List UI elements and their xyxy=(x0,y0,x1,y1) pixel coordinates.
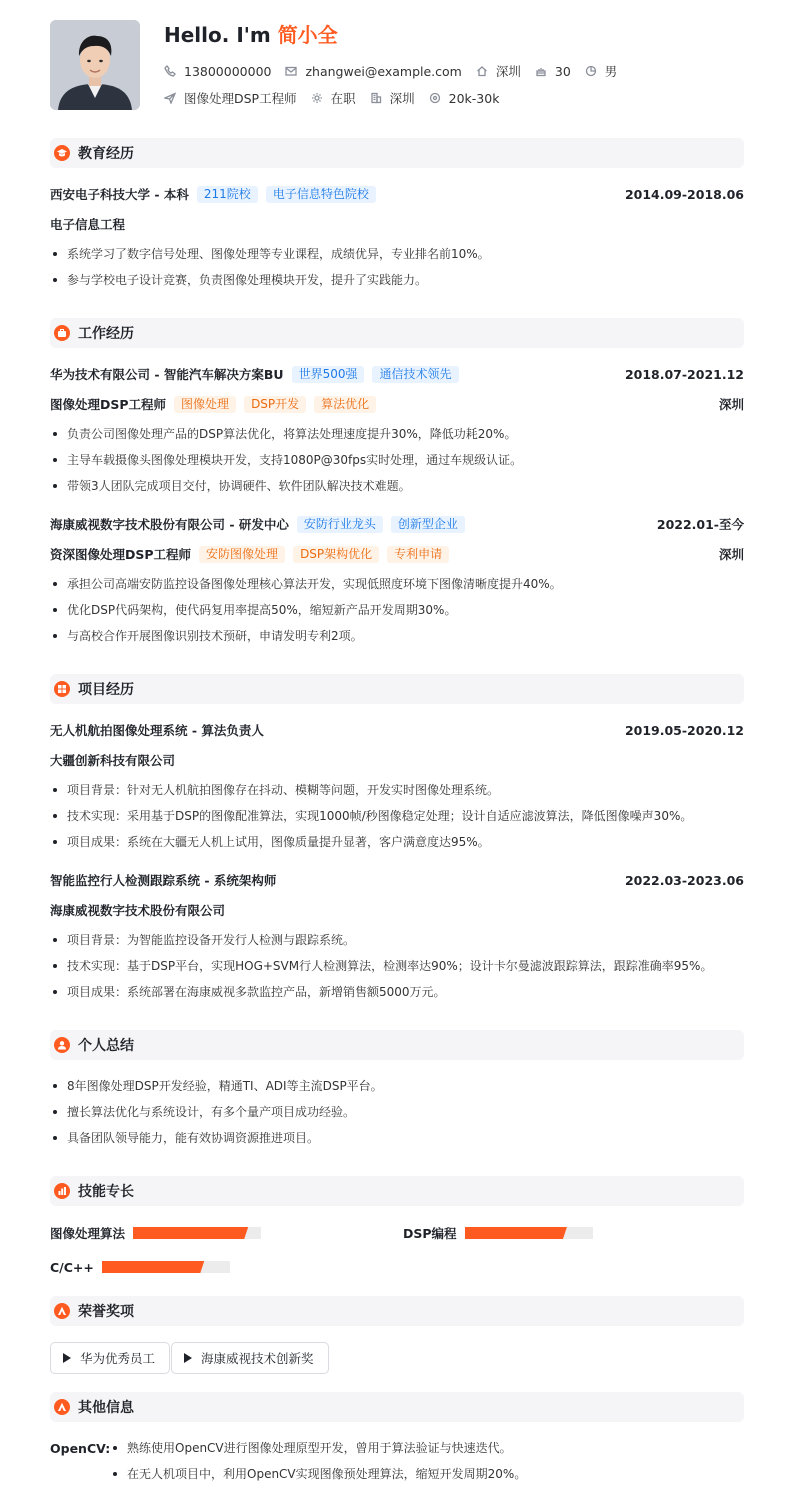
age-item xyxy=(535,64,571,79)
work-date: 2018.07-2021.12 xyxy=(624,366,744,382)
honor-label: 华为优秀员工 xyxy=(80,1351,156,1366)
home-icon xyxy=(476,65,488,77)
section-title: 项目经历 xyxy=(78,682,134,698)
skill-bar xyxy=(133,1227,261,1239)
email-text: zhangwei@example.com xyxy=(305,63,462,79)
candidate-name: 简小全 xyxy=(277,23,338,47)
list-item: 技术实现：采用基于DSP的图像配准算法，实现1000帧/秒图像稳定处理；设计自适应滤波算法，降低图像噪声30%。 xyxy=(50,806,744,832)
list-item: 在无人机项目中，利用OpenCV实现图像预处理算法，缩短开发周期20%。 xyxy=(110,1464,744,1490)
honor-item[interactable] xyxy=(50,1342,170,1374)
skill-name: 图像处理算法 xyxy=(50,1226,126,1241)
projects-section-header xyxy=(50,674,744,704)
job-intent-row xyxy=(164,89,513,107)
summary-bullets xyxy=(50,1076,744,1154)
salary-item xyxy=(429,91,500,106)
role-tag: 图像处理 xyxy=(174,396,236,413)
role-tag: 专利申请 xyxy=(387,546,449,563)
honor-item[interactable] xyxy=(171,1342,329,1374)
list-item: 项目成果：系统部署在海康威视多款监控产品，新增销售额5000万元。 xyxy=(50,982,744,1008)
skill-bar-fill xyxy=(102,1261,204,1273)
play-triangle-icon xyxy=(184,1353,192,1363)
section-title: 其他信息 xyxy=(78,1400,134,1416)
project-company: 大疆创新科技有限公司 xyxy=(50,753,176,768)
list-item: 承担公司高端安防监控设备图像处理核心算法开发，实现低照度环境下图像清晰度提升40%。 xyxy=(50,574,744,600)
avatar xyxy=(50,20,140,110)
skill-bar xyxy=(102,1261,230,1273)
gear-icon xyxy=(311,92,323,104)
phone-icon xyxy=(164,65,176,77)
list-item: 系统学习了数字信号处理、图像处理等专业课程，成绩优异，专业排名前10%。 xyxy=(50,244,744,270)
work-section-header xyxy=(50,318,744,348)
status-item xyxy=(311,89,356,107)
project-title-row xyxy=(50,720,744,740)
project-bullets xyxy=(50,930,744,1008)
project-date: 2022.03-2023.06 xyxy=(624,872,744,888)
other-bullets xyxy=(110,1438,744,1490)
project-name: 智能监控行人检测跟踪系统 - 系统架构师 xyxy=(50,873,277,888)
grid-icon xyxy=(54,681,70,697)
list-item: 主导车载摄像头图像处理模块开发，支持1080P@30fps实时处理，通过车规级认证。 xyxy=(50,450,744,476)
email-item xyxy=(285,64,461,79)
skill-item xyxy=(50,1224,261,1242)
bar-chart-icon xyxy=(54,1183,70,1199)
section-title: 教育经历 xyxy=(78,146,134,162)
award-icon xyxy=(54,1399,70,1415)
section-title: 个人总结 xyxy=(78,1038,134,1054)
list-item: 参与学校电子设计竞赛，负责图像处理模块开发，提升了实践能力。 xyxy=(50,270,744,296)
contact-row xyxy=(164,62,631,80)
city-text: 深圳 xyxy=(495,64,521,79)
skill-bar xyxy=(465,1227,593,1239)
project-bullets xyxy=(50,780,744,858)
phone-text: 13800000000 xyxy=(184,63,272,79)
school-tag: 211院校 xyxy=(197,186,258,203)
cake-icon xyxy=(535,65,547,77)
list-item: 项目背景：针对无人机航拍图像存在抖动、模糊等问题，开发实时图像处理系统。 xyxy=(50,780,744,806)
education-section-header xyxy=(50,138,744,168)
work-bullets xyxy=(50,424,744,502)
other-label: OpenCV: xyxy=(50,1441,111,1456)
list-item: 具备团队领导能力，能有效协调资源推进项目。 xyxy=(50,1128,744,1154)
work-bullets xyxy=(50,574,744,652)
skill-name: DSP编程 xyxy=(403,1226,457,1241)
role-name: 图像处理DSP工程师 xyxy=(50,397,167,412)
user-icon xyxy=(54,1037,70,1053)
list-item: 负责公司图像处理产品的DSP算法优化，将算法处理速度提升30%，降低功耗20%。 xyxy=(50,424,744,450)
project-name: 无人机航拍图像处理系统 - 算法负责人 xyxy=(50,723,264,738)
gender-item xyxy=(585,62,618,80)
coin-icon xyxy=(429,92,441,104)
send-icon xyxy=(164,92,176,104)
list-item: 技术实现：基于DSP平台，实现HOG+SVM行人检测算法，检测率达90%；设计卡尔曼滤波跟踪算法，跟踪准确率95%。 xyxy=(50,956,744,982)
position-text: 图像处理DSP工程师 xyxy=(184,91,297,106)
education-bullets xyxy=(50,244,744,296)
company-name: 海康威视数字技术股份有限公司 - 研发中心 xyxy=(50,517,289,532)
list-item: 项目成果：系统在大疆无人机上试用，图像质量提升显著，客户满意度达95%。 xyxy=(50,832,744,858)
summary-section-header xyxy=(50,1030,744,1060)
role-tag: 算法优化 xyxy=(314,396,376,413)
company-tag: 创新型企业 xyxy=(391,516,465,533)
work-company-row xyxy=(50,364,744,384)
graduation-cap-icon xyxy=(54,145,70,161)
company-name: 华为技术有限公司 - 智能汽车解决方案BU xyxy=(50,367,284,382)
role-tag: 安防图像处理 xyxy=(199,546,285,563)
role-tag: DSP开发 xyxy=(244,396,306,413)
project-date: 2019.05-2020.12 xyxy=(624,722,744,738)
gender-icon xyxy=(585,65,597,77)
list-item: 带领3人团队完成项目交付，协调硬件、软件团队解决技术难题。 xyxy=(50,476,744,502)
project-company-row xyxy=(50,900,744,920)
list-item: 8年图像处理DSP开发经验，精通TI、ADI等主流DSP平台。 xyxy=(50,1076,744,1102)
work-city: 深圳 xyxy=(718,397,744,412)
position-item xyxy=(164,89,297,107)
education-school-row xyxy=(50,184,744,204)
project-company-row xyxy=(50,750,744,770)
mail-icon xyxy=(285,65,297,77)
briefcase-icon xyxy=(54,325,70,341)
building-icon xyxy=(370,92,382,104)
greeting-text: Hello. I'm xyxy=(164,23,271,47)
honor-label: 海康威视技术创新奖 xyxy=(201,1351,314,1366)
greeting-title xyxy=(164,19,338,48)
school-name: 西安电子科技大学 - 本科 xyxy=(50,187,189,202)
school-tag: 电子信息特色院校 xyxy=(266,186,376,203)
section-title: 荣誉奖项 xyxy=(78,1304,134,1320)
role-tag: DSP架构优化 xyxy=(293,546,379,563)
skills-section-header xyxy=(50,1176,744,1206)
phone-item xyxy=(164,64,271,79)
work-city: 深圳 xyxy=(718,547,744,562)
skill-item xyxy=(403,1224,593,1242)
work-role-row xyxy=(50,394,744,414)
portrait-image xyxy=(50,20,140,110)
project-company: 海康威视数字技术股份有限公司 xyxy=(50,903,226,918)
list-item: 优化DSP代码架构，使代码复用率提高50%，缩短新产品开发周期30%。 xyxy=(50,600,744,626)
skill-name: C/C++ xyxy=(50,1259,94,1275)
section-title: 工作经历 xyxy=(78,326,134,342)
section-title: 技能专长 xyxy=(78,1184,134,1200)
age-text: 30 xyxy=(554,63,571,79)
role-name: 资深图像处理DSP工程师 xyxy=(50,547,192,562)
major-name: 电子信息工程 xyxy=(50,217,126,232)
target-city-item xyxy=(370,89,415,107)
skill-bar-fill xyxy=(465,1227,567,1239)
list-item: 项目背景：为智能监控设备开发行人检测与跟踪系统。 xyxy=(50,930,744,956)
skill-item xyxy=(50,1258,230,1276)
status-text: 在职 xyxy=(330,91,356,106)
city-item xyxy=(476,62,521,80)
gender-text: 男 xyxy=(604,64,618,79)
project-title-row xyxy=(50,870,744,890)
list-item: 与高校合作开展图像识别技术预研，申请发明专利2项。 xyxy=(50,626,744,652)
target-city-text: 深圳 xyxy=(389,91,415,106)
skill-bar-fill xyxy=(133,1227,248,1239)
company-tag: 通信技术领先 xyxy=(372,366,458,383)
play-triangle-icon xyxy=(63,1353,71,1363)
education-major-row xyxy=(50,214,744,234)
education-date: 2014.09-2018.06 xyxy=(624,186,744,202)
award-icon xyxy=(54,1303,70,1319)
company-tag: 安防行业龙头 xyxy=(297,516,383,533)
work-role-row xyxy=(50,544,744,564)
salary-text: 20k-30k xyxy=(448,90,500,106)
list-item: 熟练使用OpenCV进行图像处理原型开发，曾用于算法验证与快速迭代。 xyxy=(110,1438,744,1464)
work-date: 2022.01-至今 xyxy=(656,517,744,532)
work-company-row xyxy=(50,514,744,534)
other-section-header xyxy=(50,1392,744,1422)
company-tag: 世界500强 xyxy=(292,366,365,383)
honors-section-header xyxy=(50,1296,744,1326)
list-item: 擅长算法优化与系统设计，有多个量产项目成功经验。 xyxy=(50,1102,744,1128)
